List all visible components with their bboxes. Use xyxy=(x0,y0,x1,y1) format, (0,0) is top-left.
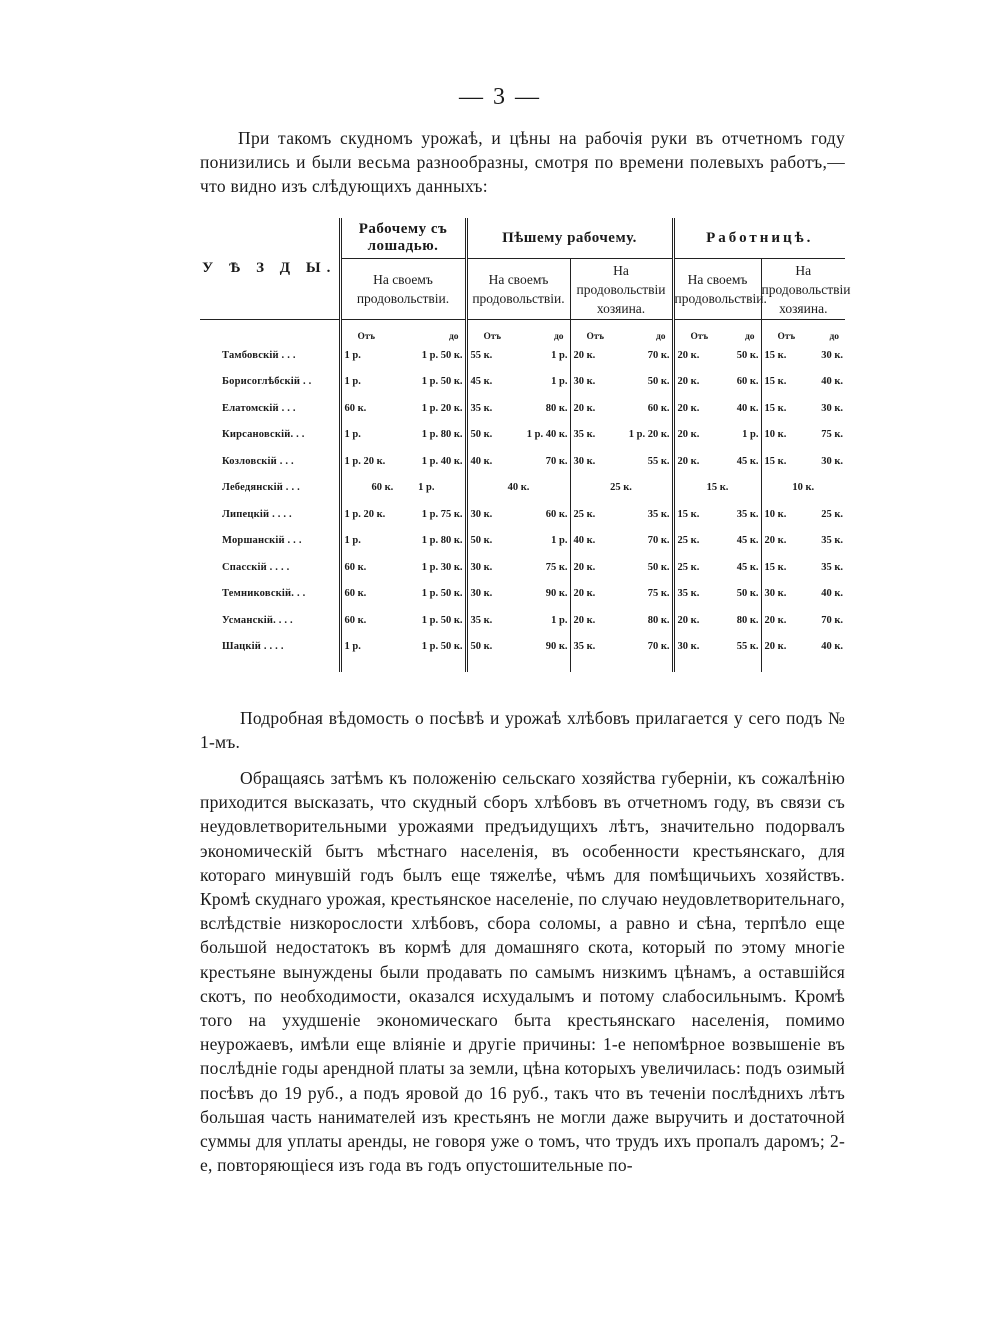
wage-to: 55 к. xyxy=(647,455,670,467)
wage-to: 55 к. xyxy=(736,641,759,653)
table-row xyxy=(200,369,845,396)
wage-cell xyxy=(570,554,673,581)
table-row xyxy=(200,475,845,502)
wage-from: 10 к. xyxy=(764,429,787,441)
wage-cell xyxy=(673,369,761,396)
wage-from: 25 к. xyxy=(677,535,700,547)
wage-from: 1 р. xyxy=(344,429,361,441)
wage-cell xyxy=(570,501,673,528)
wage-to: 1 р. xyxy=(551,376,568,388)
wage-from: 50 к. xyxy=(470,429,493,441)
to-label: до xyxy=(448,332,459,342)
wage-cell xyxy=(340,475,466,502)
wage-cell xyxy=(673,581,761,608)
wage-cell xyxy=(466,528,570,555)
wage-to: 1 р. 50 к. xyxy=(421,376,463,388)
wage-from: 60 к. xyxy=(371,482,394,494)
wage-from: 20 к. xyxy=(677,455,700,467)
wage-from: 50 к. xyxy=(470,535,493,547)
wage-from: 20 к. xyxy=(677,376,700,388)
wage-value: 15 к. xyxy=(706,482,729,494)
wage-to: 45 к. xyxy=(736,561,759,573)
group-header-foot: Пѣшему рабочему. xyxy=(466,218,673,259)
wage-from: 15 к. xyxy=(764,402,787,414)
wage-to: 75 к. xyxy=(821,429,844,441)
table-row xyxy=(200,528,845,555)
wage-cell xyxy=(761,554,845,581)
wage-from: 20 к. xyxy=(764,535,787,547)
wage-from: 60 к. xyxy=(344,402,367,414)
wage-from: 55 к. xyxy=(470,349,493,361)
wage-cell xyxy=(466,554,570,581)
wage-cell xyxy=(340,528,466,555)
wage-from: 40 к. xyxy=(573,535,596,547)
from-label: Отъ xyxy=(586,332,605,342)
wage-from: 15 к. xyxy=(764,376,787,388)
subheader-female-master: На продовольствіи хозяина. xyxy=(761,259,845,320)
wage-to: 1 р. 20 к. xyxy=(628,429,670,441)
wage-cell xyxy=(466,634,570,661)
wage-to: 50 к. xyxy=(736,588,759,600)
wage-to: 80 к. xyxy=(736,614,759,626)
from-label: Отъ xyxy=(357,332,376,342)
wage-to: 1 р. 75 к. xyxy=(421,508,463,520)
wage-from: 20 к. xyxy=(573,561,596,573)
uezd-name: Лебедянскій . . . xyxy=(222,482,300,494)
wage-from: 15 к. xyxy=(677,508,700,520)
wage-to: 40 к. xyxy=(821,641,844,653)
table-row xyxy=(200,554,845,581)
uezd-name: Моршанскій . . . xyxy=(222,535,302,547)
wage-to: 70 к. xyxy=(647,535,670,547)
wage-from: 35 к. xyxy=(470,614,493,626)
wage-from: 20 к. xyxy=(677,349,700,361)
wage-to: 35 к. xyxy=(821,561,844,573)
wage-to: 25 к. xyxy=(821,508,844,520)
wage-cell xyxy=(761,607,845,634)
wage-to: 70 к. xyxy=(647,641,670,653)
wage-cell xyxy=(570,448,673,475)
from-to-row xyxy=(200,328,845,342)
wage-to: 1 р. 80 к. xyxy=(421,535,463,547)
uezd-name: Спасскій . . . . xyxy=(222,561,290,573)
wage-to: 30 к. xyxy=(821,402,844,414)
wage-cell xyxy=(570,342,673,369)
wage-to: 75 к. xyxy=(545,561,568,573)
wage-cell xyxy=(761,342,845,369)
wage-cell-single xyxy=(673,475,761,502)
wage-from: 35 к. xyxy=(677,588,700,600)
wage-to: 70 к. xyxy=(821,614,844,626)
wage-cell xyxy=(570,369,673,396)
wage-from: 20 к. xyxy=(573,349,596,361)
to-label: до xyxy=(553,332,564,342)
wage-from: 30 к. xyxy=(470,561,493,573)
wage-cell xyxy=(466,581,570,608)
wage-to: 60 к. xyxy=(647,402,670,414)
wage-from: 30 к. xyxy=(573,455,596,467)
wage-to: 1 р. 40 к. xyxy=(526,429,568,441)
intro-paragraph: При такомъ скудномъ урожаѣ, и цѣны на рабочія руки въ отчетномъ году понизились и были весьма разнообразны, смотря по времени полевыхъ работъ,—что видно изъ слѣдующихъ данныхъ: xyxy=(200,128,845,196)
wage-cell xyxy=(570,528,673,555)
table-row xyxy=(200,581,845,608)
table-row xyxy=(200,448,845,475)
wage-to: 70 к. xyxy=(545,455,568,467)
wage-to: 90 к. xyxy=(545,641,568,653)
wage-to: 1 р. xyxy=(418,482,435,494)
wage-cell xyxy=(761,528,845,555)
wage-from: 35 к. xyxy=(470,402,493,414)
wage-cell xyxy=(340,395,466,422)
wage-from: 20 к. xyxy=(677,614,700,626)
wage-to: 60 к. xyxy=(545,508,568,520)
wage-cell xyxy=(340,501,466,528)
wage-to: 50 к. xyxy=(736,349,759,361)
wage-cell-single xyxy=(466,475,570,502)
wage-to: 30 к. xyxy=(821,455,844,467)
wage-value: 40 к. xyxy=(507,482,530,494)
wage-to: 1 р. xyxy=(742,429,759,441)
wage-cell xyxy=(466,395,570,422)
wage-from: 35 к. xyxy=(573,641,596,653)
wage-from: 50 к. xyxy=(470,641,493,653)
wage-from: 1 р. xyxy=(344,641,361,653)
wage-cell xyxy=(761,581,845,608)
wage-cell xyxy=(673,342,761,369)
subheader-horse-own: На своемъ продовольствіи. xyxy=(340,259,466,320)
wage-value: 10 к. xyxy=(792,482,815,494)
wage-from: 60 к. xyxy=(344,614,367,626)
subheader-foot-master: На продовольствіи хозяина. xyxy=(570,259,673,320)
wage-from: 60 к. xyxy=(344,588,367,600)
from-label: Отъ xyxy=(777,332,796,342)
wage-cell xyxy=(340,342,466,369)
wage-to: 50 к. xyxy=(647,376,670,388)
from-label: Отъ xyxy=(483,332,502,342)
wage-cell xyxy=(340,369,466,396)
subheader-foot-own: На своемъ продовольствіи. xyxy=(466,259,570,320)
wage-cell xyxy=(340,448,466,475)
wage-from: 30 к. xyxy=(764,588,787,600)
wage-to: 1 р. 50 к. xyxy=(421,349,463,361)
wage-from: 30 к. xyxy=(573,376,596,388)
group-header-female: Работницѣ. xyxy=(673,218,845,259)
wage-cell xyxy=(570,607,673,634)
wage-to: 40 к. xyxy=(736,402,759,414)
attachment-note-paragraph: Подробная вѣдомость о посѣвѣ и урожаѣ хлѣбовъ прилагается у сего подъ № 1-мъ. xyxy=(200,708,845,753)
wage-cell xyxy=(466,607,570,634)
wage-to: 1 р. 80 к. xyxy=(421,429,463,441)
uezd-name: Шацкій . . . . xyxy=(222,641,284,653)
wage-cell xyxy=(673,607,761,634)
table-row xyxy=(200,422,845,449)
wage-cell xyxy=(340,581,466,608)
wage-value: 25 к. xyxy=(610,482,632,494)
wage-cell xyxy=(570,395,673,422)
table-row xyxy=(200,501,845,528)
wage-from: 1 р. xyxy=(344,535,361,547)
wage-from: 1 р. 20 к. xyxy=(344,508,386,520)
table-row xyxy=(200,634,845,661)
wage-to: 40 к. xyxy=(821,588,844,600)
wage-from: 40 к. xyxy=(470,455,493,467)
from-label: Отъ xyxy=(690,332,709,342)
wage-from: 15 к. xyxy=(764,349,787,361)
wage-to: 1 р. 50 к. xyxy=(421,641,463,653)
uezd-name: Кирсановскій. . . xyxy=(222,429,305,441)
wage-to: 1 р. 40 к. xyxy=(421,455,463,467)
wage-from: 30 к. xyxy=(470,588,493,600)
wage-from: 1 р. xyxy=(344,349,361,361)
wage-table xyxy=(200,218,851,672)
uezd-name: Елатомскій . . . xyxy=(222,402,296,414)
wage-cell xyxy=(761,448,845,475)
wage-from: 1 р. 20 к. xyxy=(344,455,386,467)
wage-cell xyxy=(570,634,673,661)
uezd-name: Козловскій . . . xyxy=(222,455,294,467)
wage-from: 15 к. xyxy=(764,561,787,573)
wage-cell xyxy=(673,501,761,528)
wage-to: 60 к. xyxy=(736,376,759,388)
wage-to: 35 к. xyxy=(647,508,670,520)
wage-cell xyxy=(570,422,673,449)
table-row xyxy=(200,342,845,369)
wage-cell xyxy=(673,634,761,661)
wage-to: 35 к. xyxy=(821,535,844,547)
wage-cell xyxy=(340,634,466,661)
group-header-horse: Рабочему съ лошадью. xyxy=(340,218,466,259)
wage-cell xyxy=(340,554,466,581)
wage-to: 1 р. xyxy=(551,614,568,626)
wage-cell xyxy=(673,554,761,581)
uezd-name: Липецкій . . . . xyxy=(222,508,292,520)
wage-to: 90 к. xyxy=(545,588,568,600)
wage-cell xyxy=(673,528,761,555)
subheader-female-own: На своемъ продовольствіи. xyxy=(673,259,761,320)
wage-from: 20 к. xyxy=(573,402,596,414)
table-row xyxy=(200,607,845,634)
wage-to: 70 к. xyxy=(647,349,670,361)
wage-to: 1 р. xyxy=(551,535,568,547)
to-label: до xyxy=(655,332,666,342)
wage-cell xyxy=(340,607,466,634)
wage-cell xyxy=(761,501,845,528)
wage-to: 80 к. xyxy=(647,614,670,626)
wage-cell xyxy=(570,581,673,608)
wage-to: 1 р. 50 к. xyxy=(421,614,463,626)
uezdy-header: У Ѣ З Д Ы. xyxy=(202,260,337,276)
wage-cell xyxy=(340,422,466,449)
wage-cell xyxy=(673,395,761,422)
wage-from: 30 к. xyxy=(470,508,493,520)
wage-to: 50 к. xyxy=(647,561,670,573)
wage-to: 35 к. xyxy=(736,508,759,520)
wage-cell xyxy=(466,422,570,449)
uezd-name: Темниковскій. . . xyxy=(222,588,306,600)
wage-from: 20 к. xyxy=(573,614,596,626)
wage-cell xyxy=(466,369,570,396)
wage-from: 25 к. xyxy=(573,508,596,520)
uezd-name: Тамбовскій . . . xyxy=(222,349,296,361)
page-number: — 3 — xyxy=(459,84,541,110)
wage-cell xyxy=(466,501,570,528)
wage-to: 1 р. 50 к. xyxy=(421,588,463,600)
wage-from: 20 к. xyxy=(677,402,700,414)
to-label: до xyxy=(744,332,755,342)
uezd-name: Борисоглѣбскій . . xyxy=(222,376,312,388)
table-row xyxy=(200,395,845,422)
wage-to: 30 к. xyxy=(821,349,844,361)
wage-cell xyxy=(466,342,570,369)
wage-cell xyxy=(673,448,761,475)
wage-cell xyxy=(761,422,845,449)
wage-from: 20 к. xyxy=(677,429,700,441)
wage-from: 20 к. xyxy=(764,641,787,653)
wage-cell-single xyxy=(570,475,673,502)
wage-from: 30 к. xyxy=(677,641,700,653)
wage-to: 1 р. xyxy=(551,349,568,361)
wage-to: 80 к. xyxy=(545,402,568,414)
wage-from: 35 к. xyxy=(573,429,596,441)
wage-to: 40 к. xyxy=(821,376,844,388)
to-label: до xyxy=(829,332,840,342)
wage-from: 15 к. xyxy=(764,455,787,467)
wage-from: 1 р. xyxy=(344,376,361,388)
wage-from: 20 к. xyxy=(764,614,787,626)
wage-to: 1 р. 30 к. xyxy=(421,561,463,573)
wage-to: 1 р. 20 к. xyxy=(421,402,463,414)
wage-cell xyxy=(761,634,845,661)
wage-to: 75 к. xyxy=(647,588,670,600)
wage-cell-single xyxy=(761,475,845,502)
wage-from: 10 к. xyxy=(764,508,787,520)
wage-from: 20 к. xyxy=(573,588,596,600)
wage-cell xyxy=(466,448,570,475)
wage-cell xyxy=(761,395,845,422)
wage-to: 45 к. xyxy=(736,455,759,467)
uezd-name: Усманскій. . . . xyxy=(222,614,293,626)
wage-from: 45 к. xyxy=(470,376,493,388)
wage-from: 60 к. xyxy=(344,561,367,573)
wage-to: 45 к. xyxy=(736,535,759,547)
agriculture-paragraph: Обращаясь затѣмъ къ положенію сельскаго хозяйства губерніи, къ сожалѣнію приходится высказать, что скудный сборъ хлѣбовъ въ отчетномъ году, въ связи съ неудовлетворительными урожаями предъидущихъ лѣтъ, значительно подорвалъ экономическій бытъ мѣстнаго населенія, въ особенности крестьянскаго, для котораго минувшій годъ былъ еще тяжелѣе, чѣмъ для помѣщичьихъ хозяйствъ. Кромѣ скуднаго урожая, крестьянское населеніе, по случаю неудовлетворительнаго, вслѣдствіе низкорослости хлѣбовъ, сбора соломы, а равно и сѣна, терпѣло еще большой недостатокъ въ кормѣ для домашняго скота, который по этому многіе крестьяне вынуждены были продавать по самымъ низкимъ цѣнамъ, а оставшійся скотъ, по необходимости, оказался исхудалымъ и потому слабосильнымъ. Кромѣ того на ухудшеніе экономическаго быта крестьянскаго населенія, помимо неурожаевъ, имѣли еще вліяніе и другіе причины: 1-е непомѣрное возвышеніе въ послѣдніе годы арендной платы за земли, цѣна которыхъ увеличилась: подъ озимый посѣвъ до 19 руб., а подъ яровой до 16 руб., такъ что въ теченіи послѣднихъ лѣтъ большая часть нанимателей изъ крестьянъ не могли даже выручить и достаточной суммы для уплаты аренды, не говоря уже о томъ, что трудъ ихъ пропалъ даромъ; 2-е, повторяющіеся изъ года въ годъ опустошительные по- xyxy=(200,768,845,1176)
wage-cell xyxy=(761,369,845,396)
wage-cell xyxy=(673,422,761,449)
wage-from: 25 к. xyxy=(677,561,700,573)
